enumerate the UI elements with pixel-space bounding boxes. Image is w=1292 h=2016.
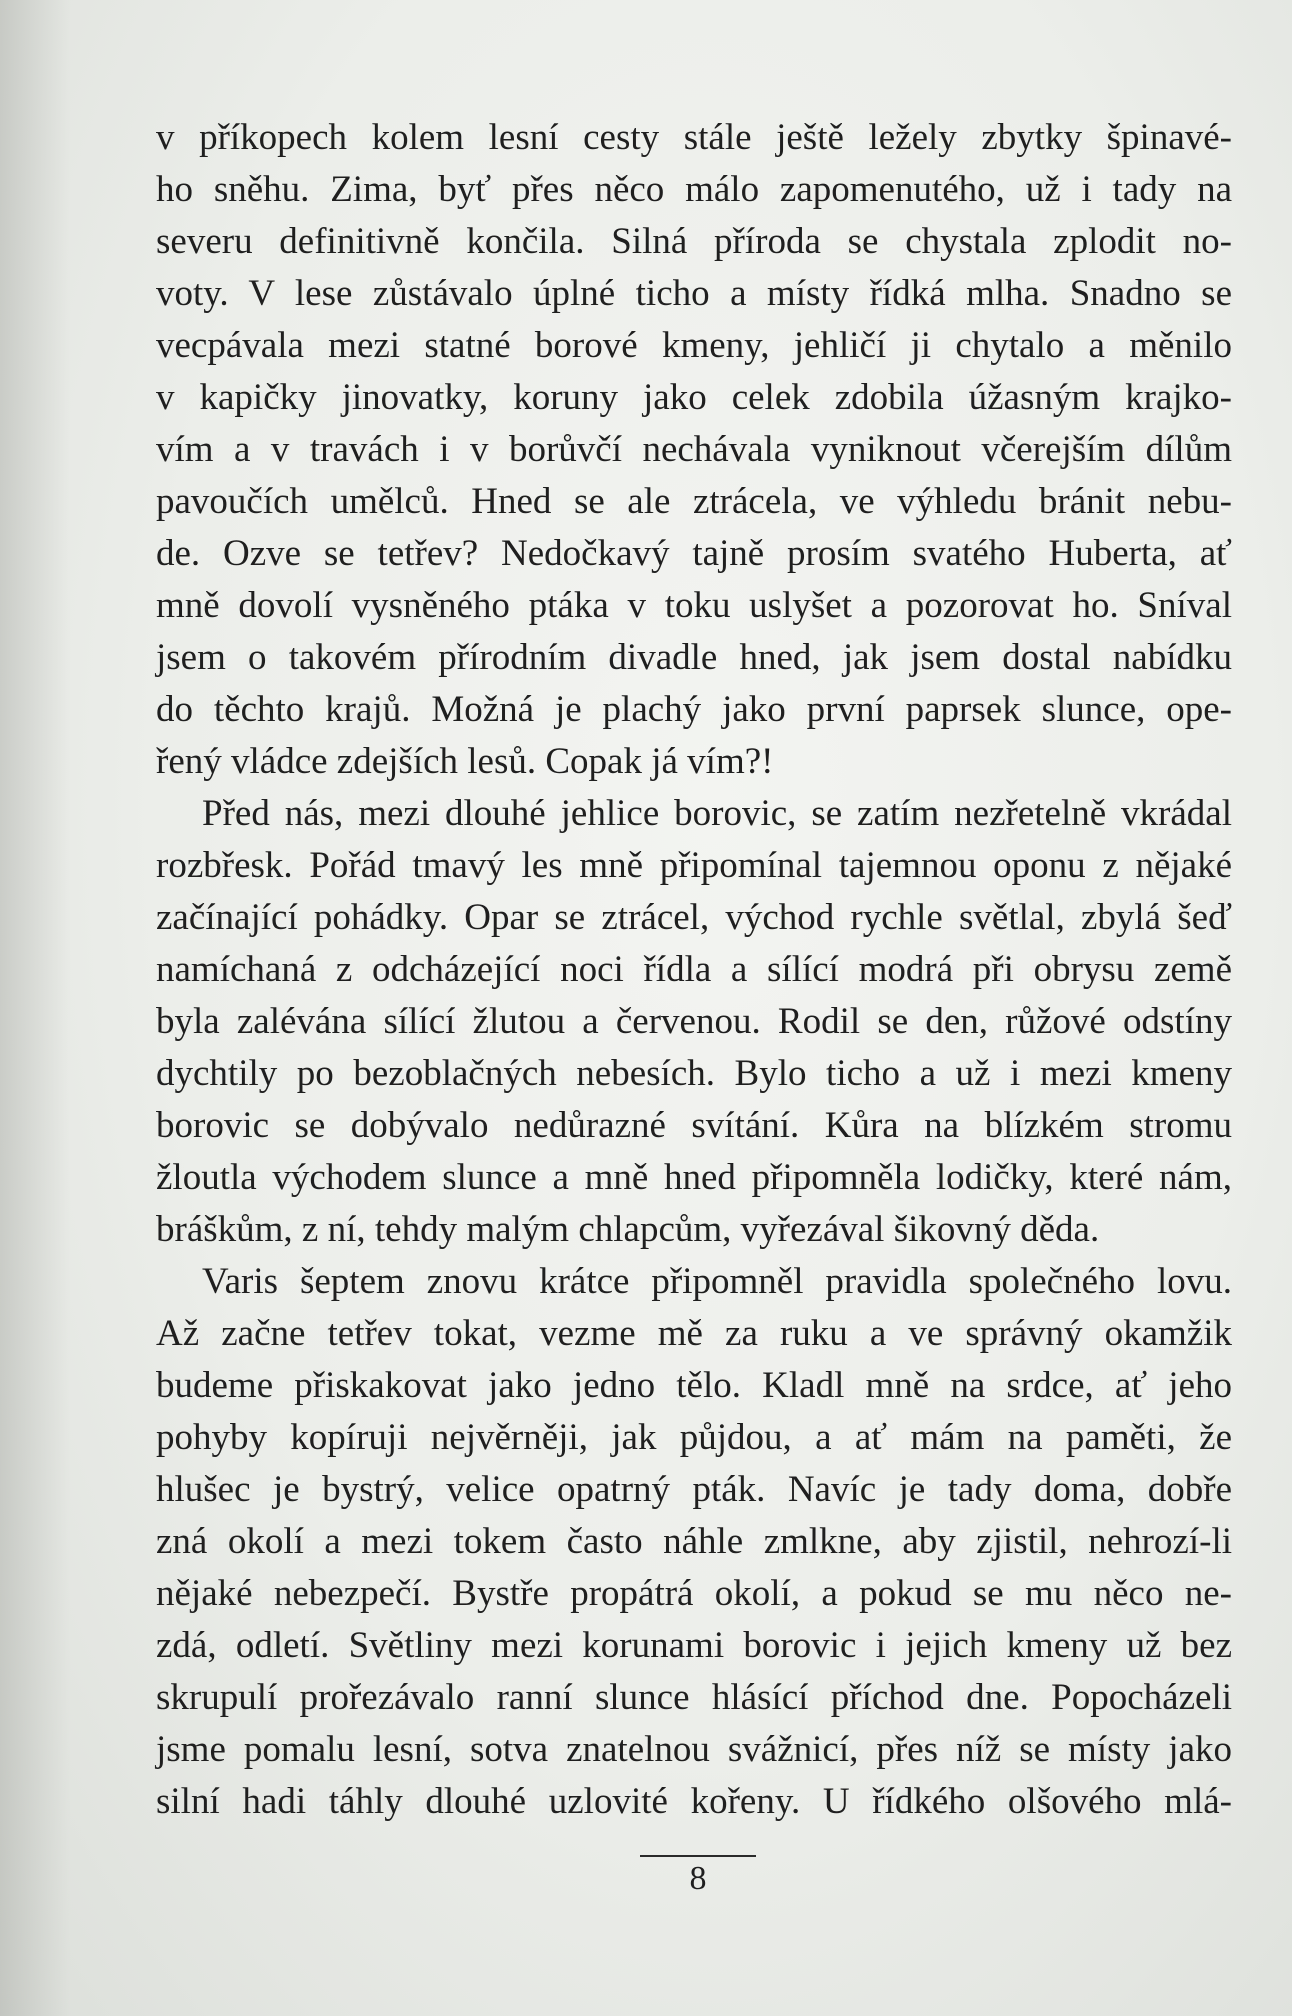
text-line: dychtily po bezoblačných nebesích. Bylo ticho a už i mezi kmeny [156, 1053, 1232, 1094]
text-line: bráškům, z ní, tehdy malým chlapcům, vyřezával šikovný děda. [156, 1209, 1100, 1250]
text-line: nějaké nebezpečí. Bystře propátrá okolí, a pokud se mu něco ne- [156, 1573, 1232, 1614]
text-line: jsem o takovém přírodním divadle hned, jak jsem dostal nabídku [156, 637, 1232, 678]
text-line: rozbřesk. Pořád tmavý les mně připomínal tajemnou oponu z nějaké [156, 845, 1232, 886]
text-line: řený vládce zdejších lesů. Copak já vím?! [156, 741, 774, 782]
text-line: v příkopech kolem lesní cesty stále ještě ležely zbytky špinavé- [156, 117, 1232, 158]
paragraph [156, 112, 1232, 788]
text-line: voty. V lese zůstávalo úplné ticho a místy řídká mlha. Snadno se [156, 273, 1232, 314]
paragraph [156, 1256, 1232, 1828]
text-line: severu definitivně končila. Silná příroda se chystala zplodit no- [156, 221, 1232, 262]
text-line: Před nás, mezi dlouhé jehlice borovic, se zatím nezřetelně vkrádal [202, 793, 1232, 834]
text-line: ho sněhu. Zima, byť přes něco málo zapomenutého, už i tady na [156, 169, 1232, 210]
text-line: borovic se dobývalo nedůrazné svítání. Kůra na blízkém stromu [156, 1105, 1232, 1146]
text-line: vecpávala mezi statné borové kmeny, jehličí ji chytalo a měnilo [156, 325, 1232, 366]
text-line: do těchto krajů. Možná je plachý jako první paprsek slunce, ope- [156, 689, 1232, 730]
text-line: začínající pohádky. Opar se ztrácel, východ rychle světlal, zbylá šeď [156, 897, 1232, 938]
text-line: budeme přiskakovat jako jedno tělo. Kladl mně na srdce, ať jeho [156, 1365, 1232, 1406]
text-line: pohyby kopíruji nejvěrněji, jak půjdou, a ať mám na paměti, že [156, 1417, 1232, 1458]
text-line: vím a v travách i v borůvčí nechávala vyniknout včerejším dílům [156, 429, 1232, 470]
text-line: zná okolí a mezi tokem často náhle zmlkne, aby zjistil, nehrozí-li [156, 1521, 1232, 1562]
text-line: Varis šeptem znovu krátce připomněl pravidla společného lovu. [202, 1261, 1232, 1302]
body-text [156, 112, 1232, 1828]
text-line: hlušec je bystrý, velice opatrný pták. Navíc je tady doma, dobře [156, 1469, 1232, 1510]
text-line: byla zalévána sílící žlutou a červenou. Rodil se den, růžové odstíny [156, 1001, 1232, 1042]
text-line: žloutla východem slunce a mně hned připomněla lodičky, které nám, [156, 1157, 1232, 1198]
paragraph [156, 788, 1232, 1256]
text-line: v kapičky jinovatky, koruny jako celek zdobila úžasným krajko- [156, 377, 1232, 418]
text-line: mně dovolí vysněného ptáka v toku uslyšet a pozorovat ho. Sníval [156, 585, 1232, 626]
text-line: namíchaná z odcházející noci řídla a sílící modrá při obrysu země [156, 949, 1232, 990]
text-line: Až začne tetřev tokat, vezme mě za ruku a ve správný okamžik [156, 1313, 1232, 1354]
page-number: 8 [689, 1860, 707, 1897]
text-line: zdá, odletí. Světliny mezi korunami borovic i jejich kmeny už bez [156, 1625, 1232, 1666]
text-line: de. Ozve se tetřev? Nedočkavý tajně prosím svatého Huberta, ať [156, 533, 1232, 574]
text-line: silní hadi táhly dlouhé uzlovité kořeny. U řídkého olšového mlá- [156, 1781, 1232, 1822]
text-line: skrupulí prořezávalo ranní slunce hlásící příchod dne. Popocházeli [156, 1677, 1232, 1718]
text-line: pavoučích umělců. Hned se ale ztrácela, ve výhledu bránit nebu- [156, 481, 1232, 522]
text-line: jsme pomalu lesní, sotva znatelnou svážnicí, přes níž se místy jako [156, 1729, 1232, 1770]
